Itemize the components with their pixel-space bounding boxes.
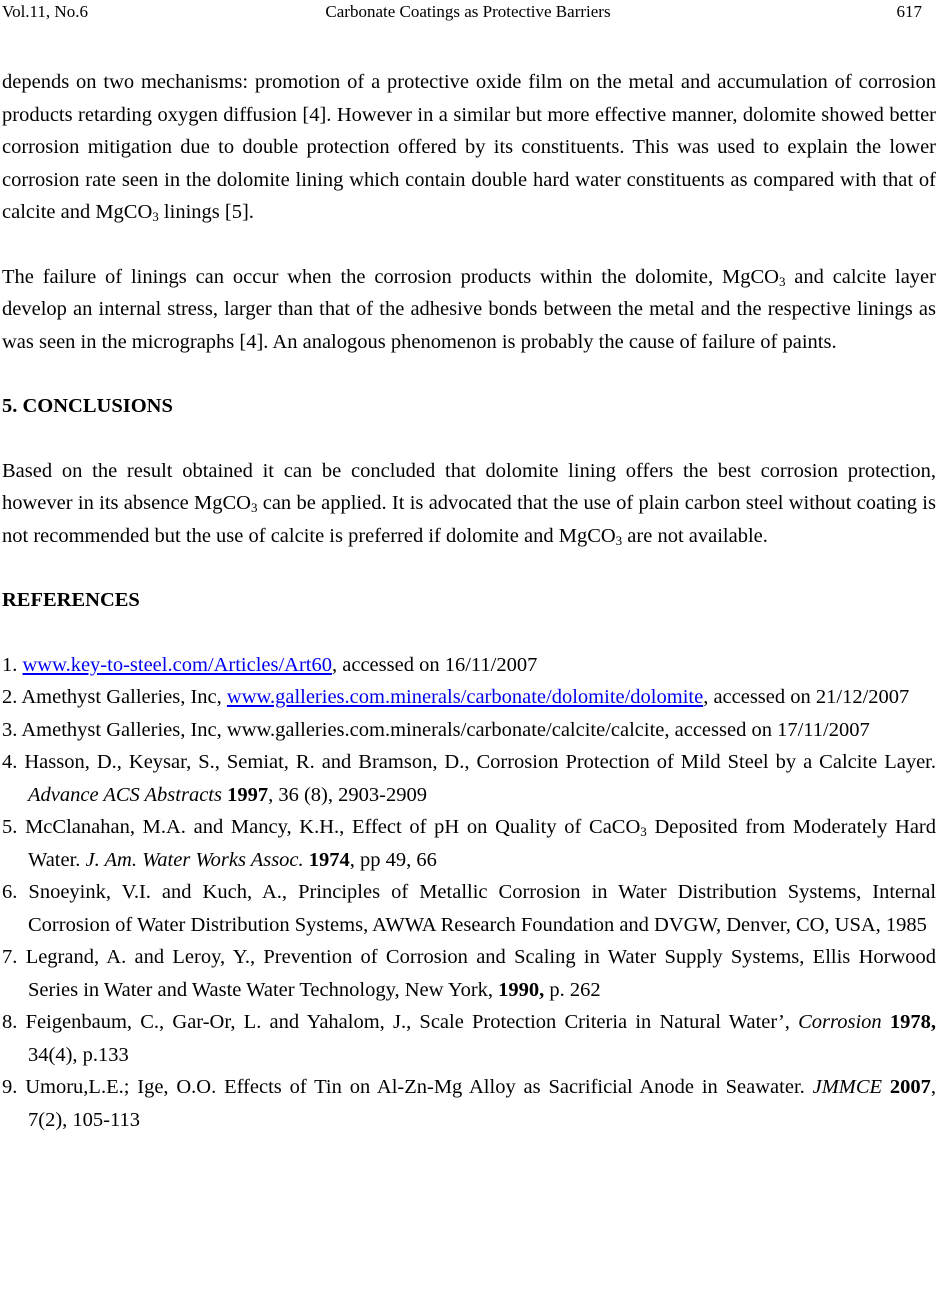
reference-journal: Corrosion: [798, 1011, 882, 1033]
subscript: 3: [615, 532, 623, 548]
reference-number: 8.: [2, 1011, 26, 1033]
reference-text: , 7(2), 105-113: [28, 1076, 937, 1131]
paragraph-conclusions: [2, 455, 936, 553]
paragraph-gap: [2, 358, 936, 390]
reference-number: 3.: [2, 718, 22, 741]
reference-number: 7.: [2, 946, 26, 968]
paragraph-mechanisms: [2, 66, 936, 229]
reference-text: McClanahan, M.A. and Mancy, K.H., Effect of pH on Quality of CaCO: [25, 816, 641, 838]
reference-item: [2, 746, 936, 811]
paragraph-text: and calcite layer develop an internal stress, larger than that of the adhesive bonds between the metal and the respective linings as was seen in the micrographs [4]. An analogous phenomenon is probably the cause of failure of paints.: [2, 265, 936, 353]
page-number: 617: [896, 2, 922, 21]
paragraph-gap: [2, 423, 936, 455]
paragraph-text: are not available.: [622, 524, 768, 547]
paragraph-gap: [2, 229, 936, 261]
paragraph-gap: [2, 617, 936, 649]
reference-link[interactable]: www.galleries.com.minerals/carbonate/dolomite/dolomite: [226, 686, 704, 708]
body-text: [2, 66, 936, 1136]
reference-item: [2, 876, 936, 941]
subscript: 3: [250, 500, 258, 515]
reference-text: Umoru,L.E.; Ige, O.O. Effects of Tin on Al-Zn-Mg Alloy as Sacrificial Anode in Seawater.: [25, 1076, 813, 1098]
reference-number: 1.: [2, 653, 23, 676]
reference-text: Amethyst Galleries, Inc, www.galleries.com.minerals/carbonate/calcite/calcite, accessed on 17/11/2007: [21, 718, 870, 741]
reference-item: [2, 1071, 936, 1136]
reference-text: Feigenbaum, C., Gar-Or, L. and Yahalom, J., Scale Protection Criteria in Natural Water’,: [25, 1011, 799, 1033]
subscript: 3: [152, 209, 159, 224]
references-heading: REFERENCES: [2, 589, 140, 611]
reference-item: [2, 1006, 936, 1071]
reference-year: 2007: [882, 1076, 931, 1098]
running-title: Carbonate Coatings as Protective Barriers: [325, 2, 611, 21]
reference-item: [2, 941, 936, 1006]
reference-link[interactable]: www.key-to-steel.com/Articles/Art60: [22, 653, 333, 676]
paragraph-failure: [2, 261, 936, 359]
reference-text: Deposited from Moderately Hard Water.: [28, 816, 936, 871]
reference-text: , pp 49, 66: [349, 848, 437, 871]
reference-list: [2, 649, 936, 1137]
reference-year: 1990,: [498, 978, 545, 1001]
paragraph-text: The failure of linings can occur when the corrosion products within the dolomite, MgCO: [2, 265, 779, 288]
reference-number: 2.: [2, 686, 22, 708]
reference-text: Snoeyink, V.I. and Kuch, A., Principles of Metallic Corrosion in Water Distribution Systems, Internal Corrosion of Water Distribution Systems, AWWA Research Foundation and DVGW, Denver, CO, USA, 1985: [28, 881, 937, 936]
reference-journal: Advance ACS Abstracts: [28, 783, 222, 806]
reference-number: 9.: [2, 1076, 26, 1098]
reference-year: 1974: [303, 848, 350, 871]
reference-text: , accessed on 21/12/2007: [703, 686, 910, 708]
reference-year: 1978,: [881, 1011, 937, 1033]
reference-text: , accessed on 16/11/2007: [332, 653, 538, 676]
reference-item: [2, 681, 936, 714]
reference-text: 34(4), p.133: [28, 1043, 129, 1066]
conclusions-heading: 5. CONCLUSIONS: [2, 395, 173, 417]
reference-journal: JMMCE: [812, 1076, 883, 1098]
reference-number: 6.: [2, 881, 29, 903]
paragraph-text: depends on two mechanisms: promotion of a protective oxide film on the metal and accumulation of corrosion products retarding oxygen diffusion [4]. However in a similar but more effective manner, dolomite showed better corrosion mitigation due to double protection offered by its constituents. This was used to explain the lower corrosion rate seen in the dolomite lining which contain double hard water constituents as compared with that of calcite and MgCO: [2, 71, 936, 223]
reference-text: Legrand, A. and Leroy, Y., Prevention of Corrosion and Scaling in Water Supply Systems, Ellis Horwood Series in Water and Waste Water Technology, New York,: [25, 946, 937, 1001]
reference-journal: J. Am. Water Works Assoc.: [85, 848, 304, 871]
reference-number: 5.: [2, 816, 26, 838]
journal-volume: Vol.11, No.6: [2, 2, 88, 21]
reference-text: p. 262: [544, 978, 601, 1001]
reference-item: [2, 811, 936, 876]
reference-year: 1997: [221, 783, 269, 806]
reference-text: , 36 (8), 2903-2909: [268, 783, 427, 806]
subscript: 3: [778, 273, 786, 289]
subscript: 3: [640, 824, 647, 839]
reference-number: 4.: [2, 751, 25, 773]
reference-text: Amethyst Galleries, Inc,: [21, 686, 227, 708]
paragraph-gap: [2, 552, 936, 584]
reference-text: Hasson, D., Keysar, S., Semiat, R. and Bramson, D., Corrosion Protection of Mild Steel by a Calcite Layer.: [24, 751, 937, 773]
paragraph-text: can be applied. It is advocated that the use of plain carbon steel without coating is not recommended but the use of calcite is preferred if dolomite and MgCO: [2, 492, 936, 547]
reference-item: [2, 714, 936, 747]
paragraph-text: linings [5].: [158, 201, 254, 223]
paragraph-text: Based on the result obtained it can be concluded that dolomite lining offers the best corrosion protection, however in its absence MgCO: [2, 459, 936, 514]
reference-item: [2, 649, 936, 682]
running-head: [2, 0, 934, 24]
